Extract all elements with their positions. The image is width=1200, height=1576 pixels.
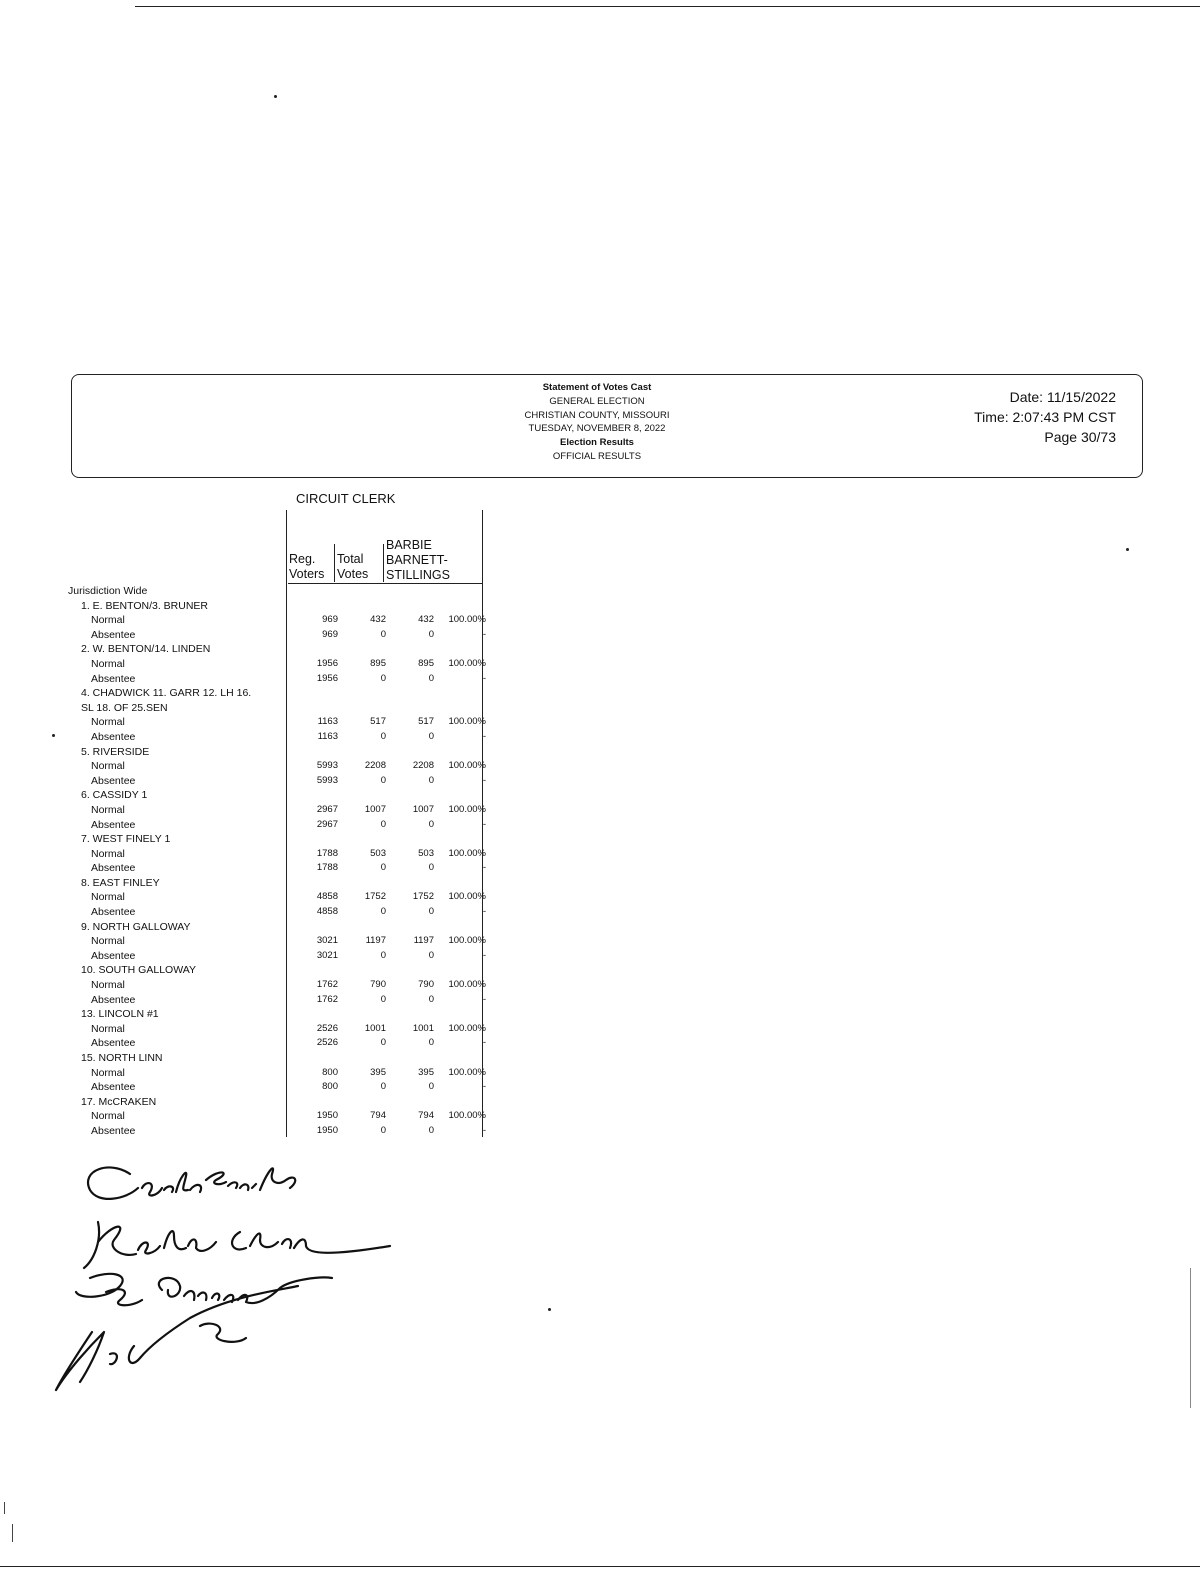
candidate-percent-value: 100.00% xyxy=(448,891,486,903)
reg-voters-value: 2967 xyxy=(316,803,338,815)
candidate-percent-value: - xyxy=(482,672,486,684)
reg-voters-value: 3021 xyxy=(316,935,338,947)
candidate-votes-value: 1752 xyxy=(412,891,434,903)
vote-type-row xyxy=(66,774,486,789)
vote-type-row xyxy=(66,1036,486,1051)
bottom-rule xyxy=(0,1566,1200,1567)
vote-type-label: Absentee xyxy=(91,774,136,787)
total-votes-value: 0 xyxy=(380,949,386,961)
total-votes-value: 0 xyxy=(380,818,386,830)
candidate-votes-value: 0 xyxy=(428,862,434,874)
candidate-votes-value: 794 xyxy=(418,1110,434,1122)
candidate-votes-value: 517 xyxy=(418,716,434,728)
vote-type-label: Absentee xyxy=(91,949,136,962)
reg-voters-value: 4858 xyxy=(316,891,338,903)
candidate-votes-value: 1197 xyxy=(413,935,434,947)
vote-type-row xyxy=(66,613,486,628)
scan-speck xyxy=(52,734,55,737)
total-votes-value: 1197 xyxy=(365,935,386,947)
precinct-row xyxy=(66,599,486,614)
candidate-percent-value: - xyxy=(482,993,486,1005)
contest-title: CIRCUIT CLERK xyxy=(296,491,396,506)
precinct-row xyxy=(66,788,486,803)
vote-type-row xyxy=(66,890,486,905)
candidate-percent-value: 100.00% xyxy=(448,716,486,728)
candidate-votes-value: 0 xyxy=(428,1124,434,1136)
candidate-percent-value: 100.00% xyxy=(448,979,486,991)
column-divider xyxy=(334,544,335,582)
scan-speck xyxy=(548,1308,551,1311)
total-votes-value: 1007 xyxy=(364,803,386,815)
vote-type-label: Absentee xyxy=(91,1081,136,1094)
precinct-row xyxy=(66,745,486,760)
total-votes-value: 895 xyxy=(370,657,386,669)
column-header-candidate: BARBIE BARNETT- STILLINGS xyxy=(386,538,450,582)
scan-speck xyxy=(1126,548,1129,551)
total-votes-value: 1001 xyxy=(364,1022,386,1034)
candidate-votes-value: 432 xyxy=(418,614,434,626)
vote-type-row xyxy=(66,1066,486,1081)
vote-type-row xyxy=(66,905,486,920)
column-divider xyxy=(383,544,384,582)
precinct-name: 4. CHADWICK 11. GARR 12. LH 16. xyxy=(81,687,252,700)
scan-speck xyxy=(274,95,277,98)
vote-type-row xyxy=(66,978,486,993)
vote-type-row xyxy=(66,1124,486,1139)
reg-voters-value: 1163 xyxy=(317,730,338,742)
vote-type-label: Normal xyxy=(91,657,125,670)
candidate-votes-value: 0 xyxy=(428,672,434,684)
precinct-row xyxy=(66,832,486,847)
vote-type-label: Normal xyxy=(91,614,125,627)
precinct-name: 5. RIVERSIDE xyxy=(81,745,150,758)
precinct-name: 15. NORTH LINN xyxy=(81,1052,163,1064)
precinct-row xyxy=(66,876,486,891)
column-header-reg-voters: Reg. Voters xyxy=(289,552,325,581)
candidate-percent-value: 100.00% xyxy=(448,803,486,815)
candidate-percent-value: 100.00% xyxy=(448,935,486,947)
vote-type-label: Normal xyxy=(91,716,125,729)
candidate-votes-value: 0 xyxy=(428,1037,434,1049)
candidate-percent-value: 100.00% xyxy=(448,1022,486,1034)
total-votes-value: 0 xyxy=(380,672,386,684)
vote-type-label: Absentee xyxy=(91,730,136,743)
candidate-percent-value: - xyxy=(482,628,486,640)
vote-type-label: Absentee xyxy=(91,1124,136,1137)
header-line: GENERAL ELECTION xyxy=(549,395,645,407)
candidate-percent-value: - xyxy=(482,730,486,742)
candidate-votes-value: 0 xyxy=(428,628,434,640)
vote-type-label: Normal xyxy=(91,935,125,948)
candidate-votes-value: 1001 xyxy=(412,1022,434,1034)
vote-type-row xyxy=(66,628,486,643)
handwritten-signatures-icon xyxy=(50,1150,430,1410)
candidate-percent-value: 100.00% xyxy=(448,1110,486,1122)
reg-voters-value: 5993 xyxy=(316,774,338,786)
header-line: Election Results xyxy=(560,437,634,449)
candidate-percent-value: - xyxy=(482,818,486,830)
vote-type-label: Absentee xyxy=(91,862,136,875)
precinct-name: 13. LINCOLN #1 xyxy=(81,1008,159,1021)
report-page: Page 30/73 xyxy=(1044,429,1116,445)
header-line: Statement of Votes Cast xyxy=(542,382,652,393)
candidate-votes-value: 0 xyxy=(428,1081,434,1093)
reg-voters-value: 1163 xyxy=(317,716,338,728)
total-votes-value: 503 xyxy=(370,847,386,859)
vote-type-row xyxy=(66,730,486,745)
reg-voters-value: 1950 xyxy=(316,1124,338,1136)
vote-type-label: Absentee xyxy=(91,993,136,1006)
signature-3 xyxy=(76,1274,332,1305)
vote-type-label: Absentee xyxy=(91,906,136,919)
vote-type-label: Normal xyxy=(91,760,125,773)
reg-voters-value: 1956 xyxy=(316,672,338,684)
signature-2 xyxy=(84,1222,390,1268)
vote-type-label: Absentee xyxy=(91,818,136,831)
reg-voters-value: 800 xyxy=(322,1081,338,1093)
reg-voters-value: 1950 xyxy=(316,1110,338,1122)
vote-type-label: Normal xyxy=(91,803,125,816)
candidate-votes-value: 503 xyxy=(418,847,434,859)
scan-edge-mark xyxy=(1190,1268,1191,1408)
vote-type-row xyxy=(66,715,486,730)
scan-edge-mark xyxy=(12,1524,13,1542)
vote-type-row xyxy=(66,934,486,949)
precinct-row xyxy=(66,1051,486,1066)
total-votes-value: 1752 xyxy=(364,891,386,903)
reg-voters-value: 1762 xyxy=(316,993,338,1005)
reg-voters-value: 2526 xyxy=(316,1037,338,1049)
report-header-title xyxy=(524,381,670,464)
header-line: CHRISTIAN COUNTY, MISSOURI xyxy=(524,409,670,421)
reg-voters-value: 1788 xyxy=(316,847,338,859)
column-header-total-votes: Total Votes xyxy=(337,552,369,581)
candidate-votes-value: 0 xyxy=(428,730,434,742)
candidate-percent-value: - xyxy=(482,862,486,874)
candidate-votes-value: 0 xyxy=(428,906,434,918)
vote-type-label: Absentee xyxy=(91,672,136,685)
top-rule xyxy=(135,6,1200,7)
signature-1 xyxy=(88,1167,295,1198)
candidate-votes-value: 0 xyxy=(428,774,434,786)
total-votes-value: 2208 xyxy=(364,760,386,772)
candidate-votes-value: 395 xyxy=(418,1066,434,1078)
precinct-row xyxy=(66,1007,486,1022)
vote-type-label: Normal xyxy=(91,1066,125,1079)
report-date: Date: 11/15/2022 xyxy=(1009,389,1116,405)
candidate-votes-value: 0 xyxy=(428,818,434,830)
vote-type-label: Absentee xyxy=(91,1037,136,1050)
candidate-percent-value: - xyxy=(482,906,486,918)
header-line: OFFICIAL RESULTS xyxy=(552,450,642,462)
reg-voters-value: 4858 xyxy=(316,906,338,918)
total-votes-value: 790 xyxy=(370,979,386,991)
vote-type-row xyxy=(66,1080,486,1095)
candidate-percent-value: - xyxy=(482,1081,486,1093)
precinct-row xyxy=(66,920,486,935)
candidate-votes-value: 0 xyxy=(428,993,434,1005)
vote-type-row xyxy=(66,803,486,818)
vote-type-label: Normal xyxy=(91,1022,125,1035)
candidate-votes-value: 790 xyxy=(418,979,434,991)
jurisdiction-row xyxy=(66,584,486,599)
total-votes-value: 0 xyxy=(380,1037,386,1049)
reg-voters-value: 2967 xyxy=(316,818,338,830)
vote-type-row xyxy=(66,672,486,687)
scan-edge-mark xyxy=(4,1502,5,1514)
vote-type-label: Normal xyxy=(91,847,125,860)
total-votes-value: 517 xyxy=(370,716,386,728)
precinct-row xyxy=(66,642,486,657)
total-votes-value: 432 xyxy=(370,614,386,626)
results-rows xyxy=(66,584,486,1139)
precinct-name: 10. SOUTH GALLOWAY xyxy=(81,964,196,977)
total-votes-value: 0 xyxy=(380,628,386,640)
precinct-name: 8. EAST FINLEY xyxy=(81,876,160,889)
total-votes-value: 794 xyxy=(370,1110,386,1122)
total-votes-value: 0 xyxy=(380,1081,386,1093)
total-votes-value: 0 xyxy=(380,730,386,742)
vote-type-label: Normal xyxy=(91,891,125,904)
reg-voters-value: 5993 xyxy=(316,760,338,772)
reg-voters-value: 800 xyxy=(322,1066,338,1078)
reg-voters-value: 1788 xyxy=(316,862,338,874)
candidate-percent-value: 100.00% xyxy=(448,657,486,669)
candidate-percent-value: - xyxy=(482,774,486,786)
vote-type-label: Normal xyxy=(91,1110,125,1123)
candidate-votes-value: 0 xyxy=(428,949,434,961)
vote-type-row xyxy=(66,1109,486,1124)
total-votes-value: 0 xyxy=(380,906,386,918)
precinct-name: 2. W. BENTON/14. LINDEN xyxy=(81,643,211,656)
candidate-votes-value: 2208 xyxy=(412,760,434,772)
reg-voters-value: 969 xyxy=(322,628,338,640)
precinct-name: 6. CASSIDY 1 xyxy=(81,789,148,802)
candidate-percent-value: 100.00% xyxy=(448,614,486,626)
reg-voters-value: 969 xyxy=(322,614,338,626)
candidate-percent-value: - xyxy=(482,1037,486,1049)
precinct-row-continued xyxy=(66,701,486,716)
precinct-name: 1. E. BENTON/3. BRUNER xyxy=(81,599,209,612)
candidate-percent-value: 100.00% xyxy=(448,847,486,859)
precinct-row xyxy=(66,963,486,978)
reg-voters-value: 3021 xyxy=(316,949,338,961)
total-votes-value: 0 xyxy=(380,774,386,786)
precinct-row xyxy=(66,686,486,701)
precinct-name-continued: SL 18. OF 25.SEN xyxy=(81,701,168,714)
vote-type-row xyxy=(66,1022,486,1037)
vote-type-row xyxy=(66,847,486,862)
jurisdiction-label: Jurisdiction Wide xyxy=(68,585,148,597)
header-line: TUESDAY, NOVEMBER 8, 2022 xyxy=(528,423,666,435)
vote-type-row xyxy=(66,818,486,833)
candidate-percent-value: - xyxy=(482,1124,486,1136)
vote-type-row xyxy=(66,949,486,964)
candidate-percent-value: - xyxy=(482,949,486,961)
total-votes-value: 0 xyxy=(380,862,386,874)
precinct-name: 9. NORTH GALLOWAY xyxy=(81,920,191,933)
reg-voters-value: 1956 xyxy=(316,657,338,669)
candidate-votes-value: 1007 xyxy=(412,803,434,815)
vote-type-label: Absentee xyxy=(91,628,136,641)
precinct-row xyxy=(66,1095,486,1110)
precinct-name: 17. McCRAKEN xyxy=(81,1095,157,1108)
report-time: Time: 2:07:43 PM CST xyxy=(974,409,1116,425)
vote-type-row xyxy=(66,861,486,876)
vote-type-label: Normal xyxy=(91,979,125,992)
report-meta xyxy=(974,387,1116,447)
total-votes-value: 0 xyxy=(380,1124,386,1136)
report-header xyxy=(71,374,1143,478)
total-votes-value: 0 xyxy=(380,993,386,1005)
vote-type-row xyxy=(66,657,486,672)
total-votes-value: 395 xyxy=(370,1066,386,1078)
candidate-percent-value: 100.00% xyxy=(448,760,486,772)
candidate-percent-value: 100.00% xyxy=(448,1066,486,1078)
reg-voters-value: 2526 xyxy=(316,1022,338,1034)
vote-type-row xyxy=(66,759,486,774)
vote-type-row xyxy=(66,993,486,1008)
precinct-name: 7. WEST FINELY 1 xyxy=(81,833,171,846)
reg-voters-value: 1762 xyxy=(316,979,338,991)
candidate-votes-value: 895 xyxy=(418,657,434,669)
